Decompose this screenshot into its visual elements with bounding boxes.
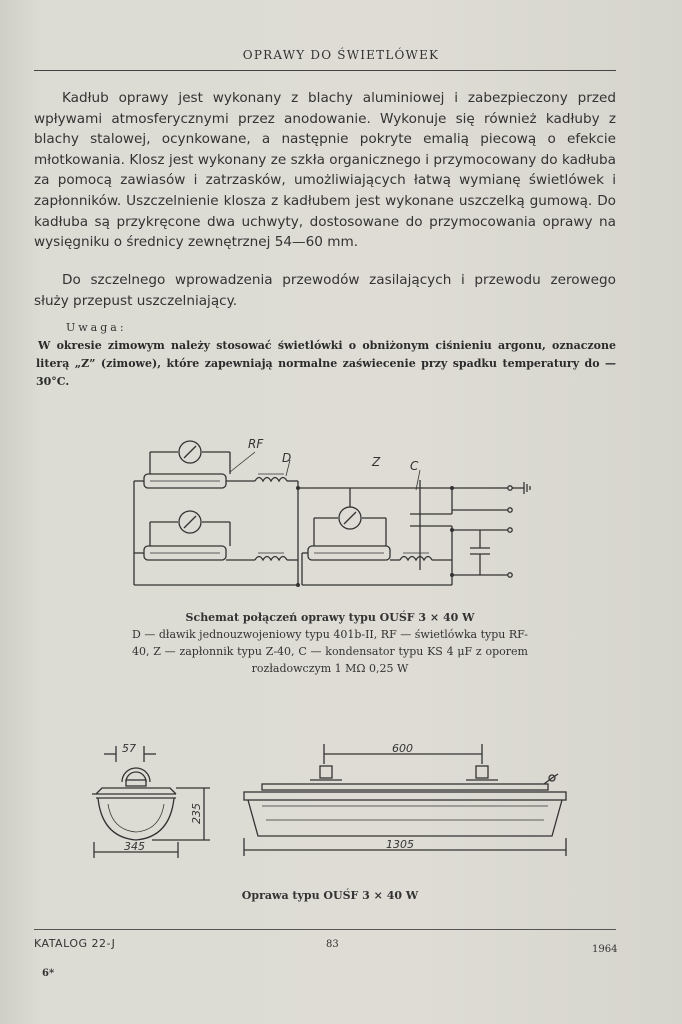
ballast-choke-1: [255, 478, 287, 482]
note-title: Uwaga:: [66, 321, 127, 334]
luminaire-front-view: [240, 740, 575, 862]
dim-mount-spacing: 600: [392, 742, 413, 755]
dim-width-top: 57: [122, 742, 136, 755]
dim-base-width: 345: [124, 840, 145, 853]
label-c: C: [410, 459, 419, 473]
footer-catalog: KATALOG 22-J: [34, 937, 116, 950]
header-rule: [34, 70, 616, 71]
footer-year: 1964: [592, 944, 618, 955]
wiring-schematic: [120, 430, 540, 600]
dim-length: 1305: [386, 838, 414, 851]
ballast-choke-3: [400, 557, 432, 561]
luminaire-cross-section: [82, 742, 232, 862]
page-number: 83: [326, 939, 339, 950]
drawing-caption: Oprawa typu OUŚF 3 × 40 W: [241, 889, 419, 902]
signature-mark: 6*: [42, 968, 55, 979]
running-title: OPRAWY DO ŚWIETLÓWEK: [242, 48, 440, 62]
paragraph-housing: Kadłub oprawy jest wykonany z blachy aluminiowej i zabezpieczony przed wpływami atmosferycznymi przez anodowanie. Wykonuje się również kadłuby z blachy stalowej, ocynkowane, a następnie pokryte emalią piecową o efekcie młotkowania. Klosz jest wykonany ze szkła organicznego i przymocowany do kadłuba za pomocą zawiasów i zatrzasków, umożliwiających łatwą wymianę świetlówek i zapłonników. Uszczelnienie klosza z kadłubem jest wykonane uszczelką gumową. Do kadłuba są przykręcone dwa uchwyty, dostosowane do przymocowania oprawy na wysięgniku o średnicy zewnętrznej 54—60 mm.: [34, 90, 616, 251]
label-d: D: [282, 451, 292, 465]
schematic-caption-title: Schemat połączeń oprawy typu OUŚF 3 × 40 W: [185, 611, 475, 624]
ballast-choke-2: [255, 557, 287, 561]
label-z: Z: [372, 455, 381, 469]
dim-height: 235: [190, 803, 203, 824]
label-rf: RF: [248, 437, 264, 451]
footer-rule: [34, 929, 616, 930]
note-text: W okresie zimowym należy stosować świetlówki o obniżonym ciśnieniu argonu, oznaczone literą „Z” (zimowe), które zapewniają normalne zaświecenie przy spadku temperatury do —30°C.: [36, 339, 616, 388]
paragraph-cable-gland: Do szczelnego wprowadzenia przewodów zasilających i przewodu zerowego służy przepust uszczelniający.: [34, 272, 616, 309]
schematic-caption-legend: D — dławik jednouzwojeniowy typu 401b-II, RF — świetlówka typu RF-40, Z — zapłonnik typu Z-40, C — kondensator typu KS 4 μF z oporem rozładowczym 1 MΩ 0,25 W: [132, 628, 528, 675]
